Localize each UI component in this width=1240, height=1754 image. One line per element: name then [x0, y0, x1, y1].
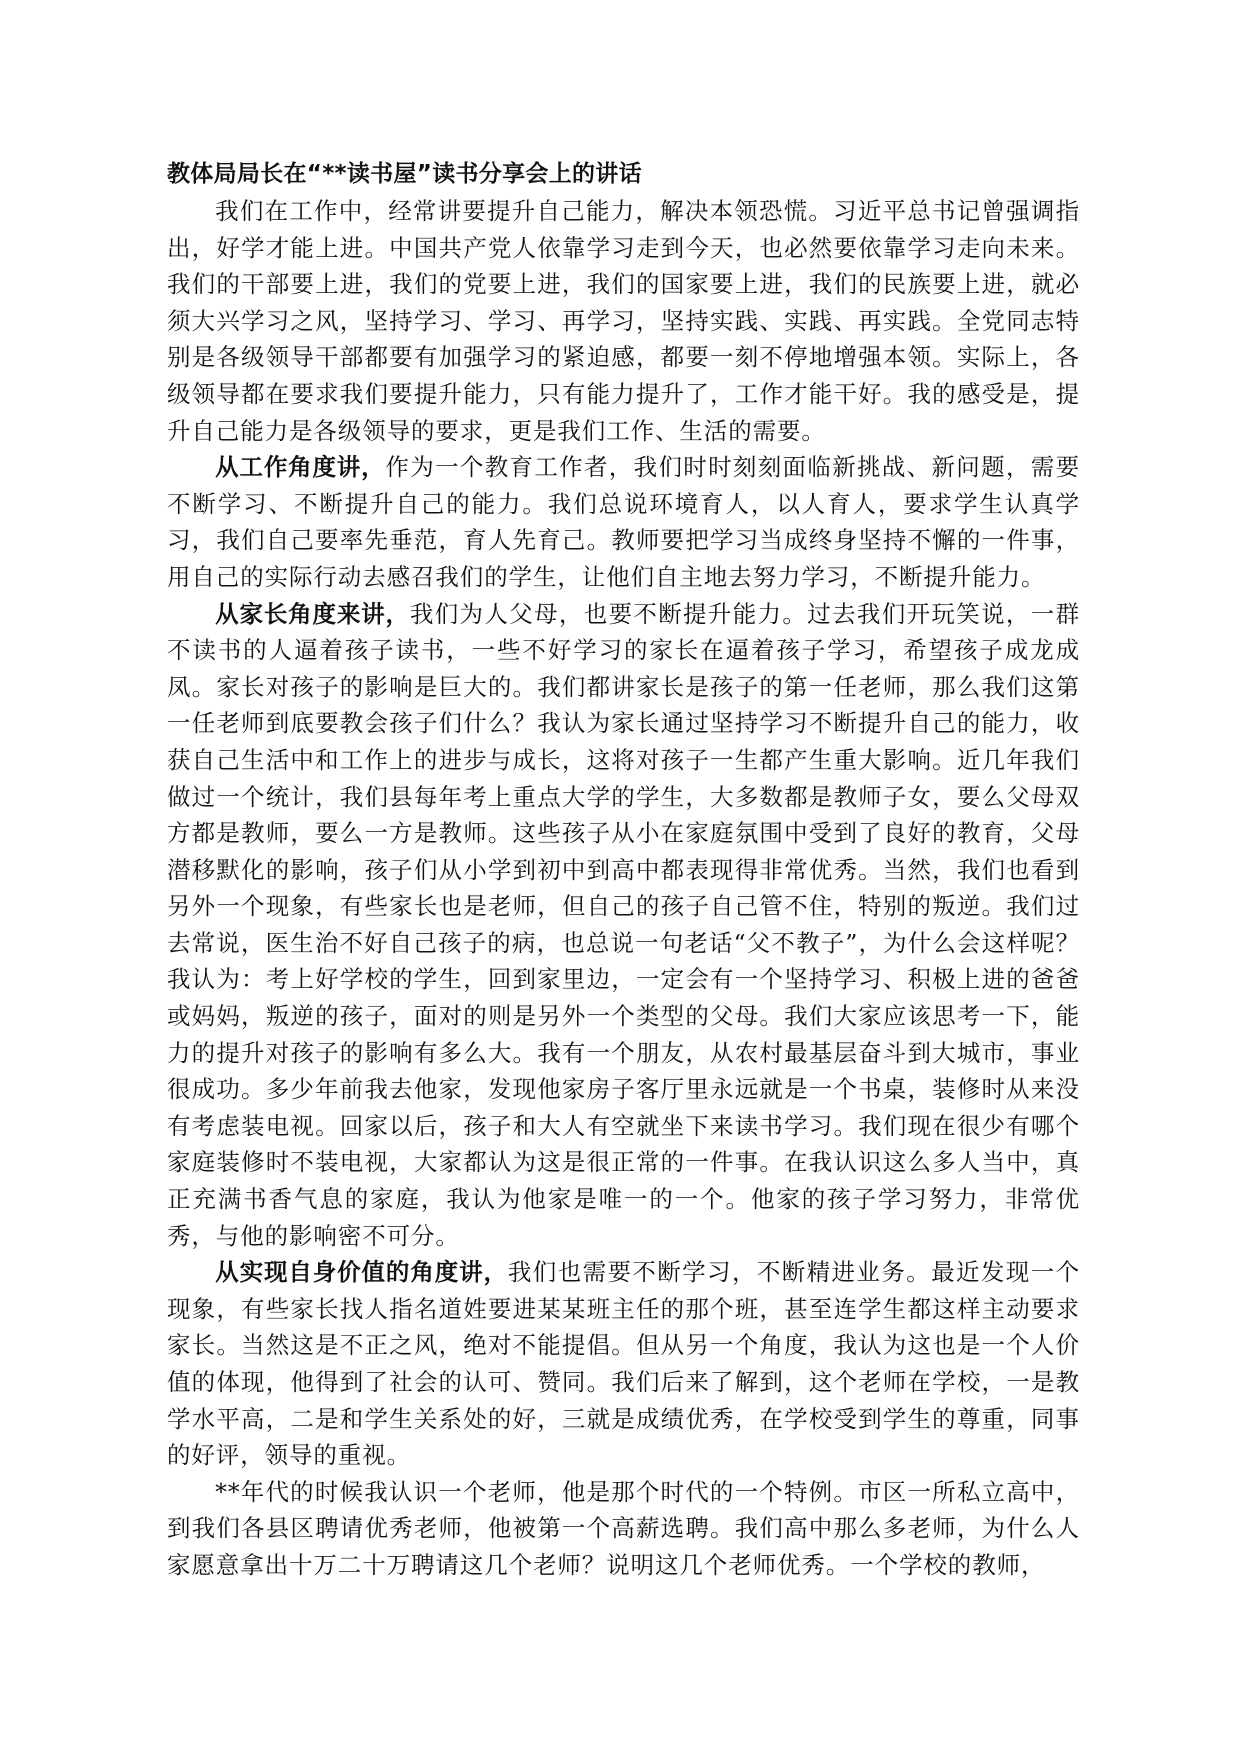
paragraph-self-value-perspective	[167, 1254, 1080, 1474]
paragraph-parent-text: 我们为人父母，也要不断提升能力。过去我们开玩笑说，一群不读书的人逼着孩子读书，一些不好学习的家长在逼着孩子学习，希望孩子成龙成凤。家长对孩子的影响是巨大的。我们都讲家长是孩子的第一任老师，那么我们这第一任老师到底要教会孩子们什么？我认为家长通过坚持学习不断提升自己的能力，收获自己生活中和工作上的进步与成长，这将对孩子一生都产生重大影响。近几年我们做过一个统计，我们县每年考上重点大学的学生，大多数都是教师子女，要么父母双方都是教师，要么一方是教师。这些孩子从小在家庭氛围中受到了良好的教育，父母潜移默化的影响，孩子们从小学到初中到高中都表现得非常优秀。当然，我们也看到另外一个现象，有些家长也是老师，但自己的孩子自己管不住，特别的叛逆。我们过去常说，医生治不好自己孩子的病，也总说一句老话“父不教子”，为什么会这样呢？我认为：考上好学校的学生，回到家里边，一定会有一个坚持学习、积极上进的爸爸或妈妈，叛逆的孩子，面对的则是另外一个类型的父母。我们大家应该思考一下，能力的提升对孩子的影响有多么大。我有一个朋友，从农村最基层奋斗到大城市，事业很成功。多少年前我去他家，发现他家房子客厅里永远就是一个书桌，装修时从来没有考虑装电视。回家以后，孩子和大人有空就坐下来读书学习。我们现在很少有哪个家庭装修时不装电视，大家都认为这是很正常的一件事。在我认识这么多人当中，真正充满书香气息的家庭，我认为他家是唯一的一个。他家的孩子学习努力，非常优秀，与他的影响密不可分。	[167, 599, 1080, 1250]
paragraph-teacher-anecdote	[167, 1474, 1080, 1584]
paragraph-self-value-lead: 从实现自身价值的角度讲，	[215, 1258, 508, 1287]
paragraph-intro	[167, 193, 1080, 449]
paragraph-work-perspective	[167, 449, 1080, 595]
paragraph-parent-lead: 从家长角度来讲，	[215, 599, 410, 628]
paragraph-work-lead: 从工作角度讲，	[215, 453, 386, 482]
document-title: 教体局局长在“**读书屋”读书分享会上的讲话	[167, 161, 642, 187]
paragraph-intro-text: 我们在工作中，经常讲要提升自己能力，解决本领恐慌。习近平总书记曾强调指出，好学才能上进。中国共产党人依靠学习走到今天，也必然要依靠学习走向未来。我们的干部要上进，我们的党要上进，我们的国家要上进，我们的民族要上进，就必须大兴学习之风，坚持学习、学习、再学习，坚持实践、实践、再实践。全党同志特别是各级领导干部都要有加强学习的紧迫感，都要一刻不停地增强本领。实际上，各级领导都在要求我们要提升能力，只有能力提升了，工作才能干好。我的感受是，提升自己能力是各级领导的要求，更是我们工作、生活的需要。	[167, 197, 1080, 445]
paragraph-work-text: 作为一个教育工作者，我们时时刻刻面临新挑战、新问题，需要不断学习、不断提升自己的能力。我们总说环境育人，以人育人，要求学生认真学习，我们自己要率先垂范，育人先育己。教师要把学习当成终身坚持不懈的一件事，用自己的实际行动去感召我们的学生，让他们自主地去努力学习，不断提升能力。	[167, 453, 1080, 591]
document-page	[167, 156, 1080, 1584]
paragraph-teacher-anecdote-text: **年代的时候我认识一个老师，他是那个时代的一个特例。市区一所私立高中，到我们各县区聘请优秀老师，他被第一个高薪选聘。我们高中那么多老师，为什么人家愿意拿出十万二十万聘请这几个老师？说明这几个老师优秀。一个学校的教师，	[167, 1477, 1080, 1579]
paragraph-parent-perspective	[167, 596, 1080, 1255]
paragraph-self-value-text: 我们也需要不断学习，不断精进业务。最近发现一个现象，有些家长找人指名道姓要进某某班主任的那个班，甚至连学生都这样主动要求家长。当然这是不正之风，绝对不能提倡。但从另一个角度，我认为这也是一个人价值的体现，他得到了社会的认可、赞同。我们后来了解到，这个老师在学校，一是教学水平高，二是和学生关系处的好，三就是成绩优秀，在学校受到学生的尊重，同事的好评，领导的重视。	[167, 1258, 1080, 1470]
